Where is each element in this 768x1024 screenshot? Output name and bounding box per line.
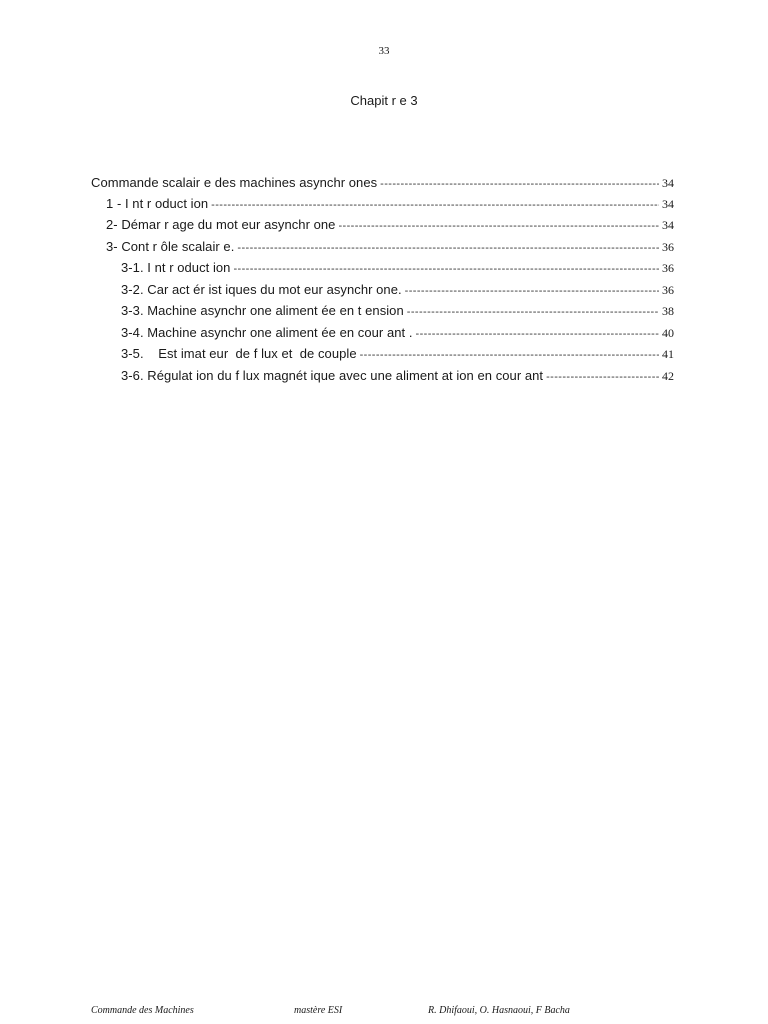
toc-entry[interactable] xyxy=(106,217,674,237)
toc-entry-text: 2- Démar r age du mot eur asynchr one xyxy=(106,217,336,232)
toc-leader xyxy=(211,199,659,211)
toc-entry-page: 42 xyxy=(662,369,674,383)
toc-entry-text: 3-6. Régulat ion du f lux magnét ique avec une aliment at ion en cour ant xyxy=(121,368,544,383)
toc-leader xyxy=(237,242,659,254)
toc-entry-page: 34 xyxy=(662,197,674,211)
toc-leader xyxy=(338,220,659,232)
toc-entry-page: 36 xyxy=(662,240,674,254)
toc-entry-text: 3-4. Machine asynchr one aliment ée en cour ant . xyxy=(121,325,413,340)
toc-leader xyxy=(407,306,659,318)
toc-entry-page: 38 xyxy=(662,304,674,318)
toc-entry-page: 34 xyxy=(662,218,674,232)
toc-entry[interactable] xyxy=(121,303,674,323)
toc-entry-text: 3-5. Est imat eur de f lux et de couple xyxy=(121,346,357,361)
toc-leader xyxy=(233,263,659,275)
toc-entry-page: 40 xyxy=(662,326,674,340)
toc-entry-page: 36 xyxy=(662,283,674,297)
toc-entry-text: 1 - I nt r oduct ion xyxy=(106,196,209,211)
toc-leader xyxy=(405,285,659,297)
toc-entry-text: 3-1. I nt r oduct ion xyxy=(121,260,231,275)
toc-entry-text: Commande scalair e des machines asynchr ones xyxy=(91,175,378,190)
footer-program: mastère ESI xyxy=(294,1005,343,1016)
page-number: 33 xyxy=(378,45,390,57)
toc-leader xyxy=(416,328,659,340)
page-footer xyxy=(0,1005,768,1021)
toc-entry-text: 3-3. Machine asynchr one aliment ée en t ension xyxy=(121,303,404,318)
toc-entry-page: 34 xyxy=(662,176,674,190)
footer-authors: R. Dhifaoui, O. Hasnaoui, F Bacha xyxy=(428,1005,570,1016)
footer-course: Commande des Machines xyxy=(91,1005,194,1016)
toc-entry[interactable] xyxy=(121,325,674,345)
toc-entry-text: 3-2. Car act ér ist iques du mot eur asynchr one. xyxy=(121,282,402,297)
toc-entry[interactable] xyxy=(91,175,674,195)
toc-leader xyxy=(380,178,659,190)
toc-entry-page: 41 xyxy=(662,347,674,361)
chapter-title: Chapit r e 3 xyxy=(350,93,418,108)
toc-leader xyxy=(546,371,659,383)
toc-entry[interactable] xyxy=(106,196,674,216)
toc-leader xyxy=(360,349,659,361)
toc-entry[interactable] xyxy=(121,368,674,388)
toc-entry-page: 36 xyxy=(662,261,674,275)
toc-entry-text: 3- Cont r ôle scalair e. xyxy=(106,239,235,254)
toc-entry[interactable] xyxy=(121,346,674,366)
toc-entry[interactable] xyxy=(121,282,674,302)
toc-entry[interactable] xyxy=(106,239,674,259)
toc-entry[interactable] xyxy=(121,260,674,280)
